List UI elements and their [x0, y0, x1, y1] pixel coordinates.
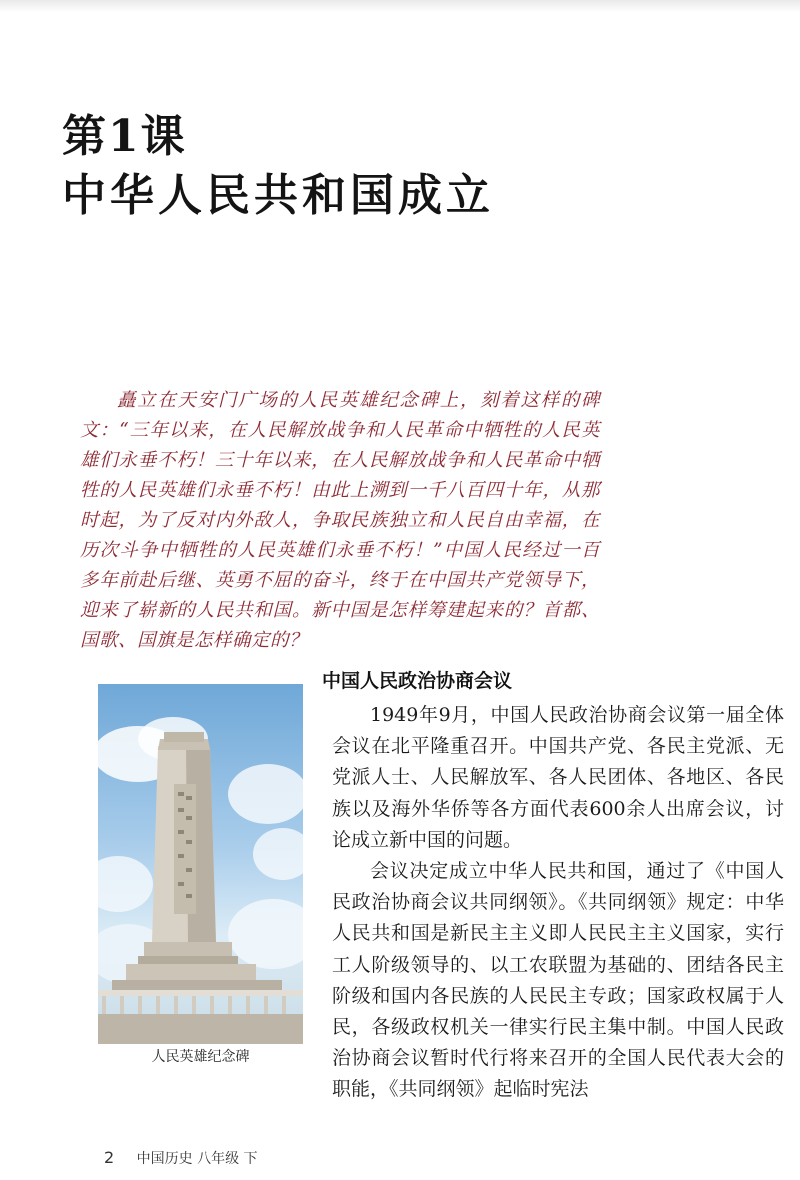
page-number: 2: [104, 1148, 115, 1167]
intro-paragraph: 矗立在天安门广场的人民英雄纪念碑上，刻着这样的碑文：“三年以来，在人民解放战争和人民革命中牺牲的人民英雄们永垂不朽！三十年以来，在人民解放战争和人民革命中牺牲的人民英雄们永垂不朽！由此上溯到一千八百四十年，从那时起，为了反对内外敌人，争取民族独立和人民自由幸福，在历次斗争中牺牲的人民英雄们永垂不朽！”中国人民经过一百多年前赴后继、英勇不屈的奋斗，终于在中国共产党领导下，迎来了崭新的人民共和国。新中国是怎样筹建起来的？首都、国歌、国旗是怎样确定的？: [80, 390, 600, 651]
lesson-title: [62, 108, 494, 226]
lesson-number: 第1课: [62, 111, 187, 162]
monument-illustration: [98, 684, 303, 1044]
body-paragraph: 1949年9月，中国人民政治协商会议第一届全体会议在北平隆重召开。中国共产党、各民主党派、无党派人士、人民解放军、各人民团体、各地区、各民族以及海外华侨等各方面代表600余人出席会议，讨论成立新中国的问题。: [332, 704, 784, 851]
section-body: [332, 700, 784, 1106]
photo-caption: 人民英雄纪念碑: [151, 1049, 250, 1065]
page-top-edge: [0, 0, 800, 12]
body-paragraph: 会议决定成立中华人民共和国，通过了《中国人民政治协商会议共同纲领》。《共同纲领》规定：中华人民共和国是新民主主义即人民民主主义国家，实行工人阶级领导的、以工农联盟为基础的、团结各民主阶级和国内各民族的人民民主专政；国家政权属于人民，各级政权机关一律实行民主集中制。中国人民政治协商会议暂时代行将来召开的全国人民代表大会的职能，《共同纲领》起临时宪法: [332, 860, 784, 1101]
monument-photo: [98, 684, 303, 1044]
book-title: 中国历史 八年级 下: [136, 1151, 258, 1167]
section-heading: 中国人民政治协商会议: [322, 670, 513, 692]
page-footer: [104, 1148, 258, 1168]
lesson-name: 中华人民共和国成立: [62, 170, 494, 221]
